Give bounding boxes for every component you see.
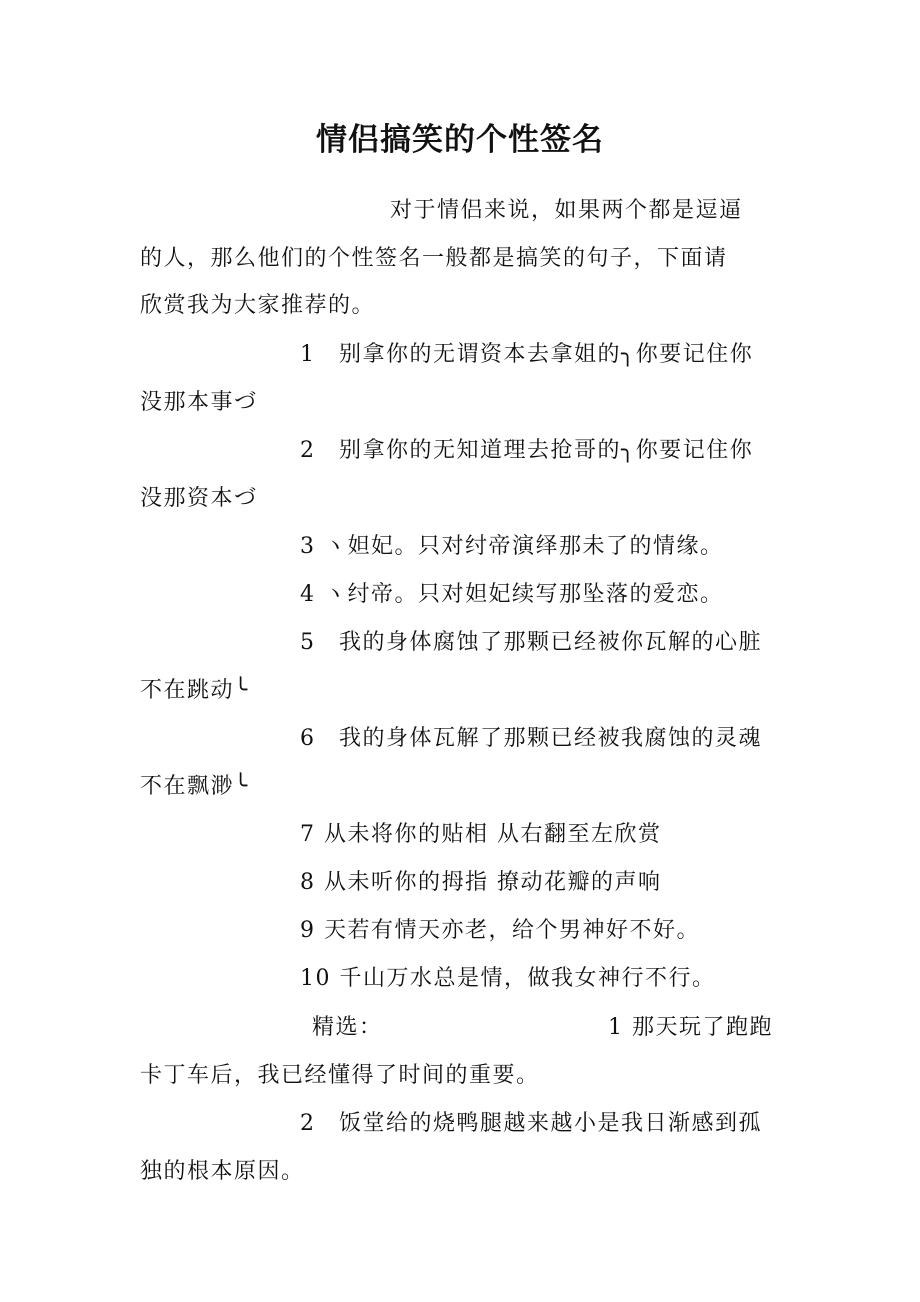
selected-item-1-line-1: 1 那天玩了跑跑 — [608, 1015, 773, 1040]
intro-line-3: 欣赏我为大家推荐的。 — [140, 293, 376, 318]
selected-item-2-line-1: 2 饭堂给的烧鸭腿越来越小是我日渐感到孤 — [300, 1111, 762, 1136]
item-5-line-1: 5 我的身体腐蚀了那颗已经被你瓦解的心脏 — [300, 630, 762, 655]
item-6-line-2: 不在飘渺╰ — [140, 774, 249, 799]
item-4: 4 ヽ纣帝。只对妲妃续写那坠落的爱恋。 — [300, 582, 724, 607]
item-1-line-1: 1 别拿你的无谓资本去拿姐的╮你要记住你 — [300, 342, 754, 367]
item-9: 9 天若有情天亦老，给个男神好不好。 — [300, 918, 700, 943]
selected-item-1-line-2: 卡丁车后，我已经懂得了时间的重要。 — [140, 1063, 540, 1088]
item-7: 7 从未将你的贴相 从右翻至左欣赏 — [300, 822, 662, 847]
item-6-line-1: 6 我的身体瓦解了那颗已经被我腐蚀的灵魂 — [300, 726, 762, 751]
selected-label: 精选： — [312, 1015, 383, 1040]
selected-item-2-line-2: 独的根本原因。 — [140, 1159, 305, 1184]
item-2-line-1: 2 别拿你的无知道理去抢哥的╮你要记住你 — [300, 438, 754, 463]
item-3: 3 ヽ妲妃。只对纣帝演绎那未了的情缘。 — [300, 534, 724, 559]
intro-line-2: 的人，那么他们的个性签名一般都是搞笑的句子，下面请 — [140, 246, 728, 271]
item-10: 10 千山万水总是情，做我女神行不行。 — [300, 966, 716, 991]
intro-line-1: 对于情侣来说，如果两个都是逗逼 — [390, 198, 743, 223]
item-2-line-2: 没那资本づ — [140, 486, 258, 511]
item-1-line-2: 没那本事づ — [140, 390, 258, 415]
document-title: 情侣搞笑的个性签名 — [316, 122, 604, 158]
item-8: 8 从未听你的拇指 撩动花瓣的声响 — [300, 870, 662, 895]
item-5-line-2: 不在跳动╰ — [140, 678, 249, 703]
